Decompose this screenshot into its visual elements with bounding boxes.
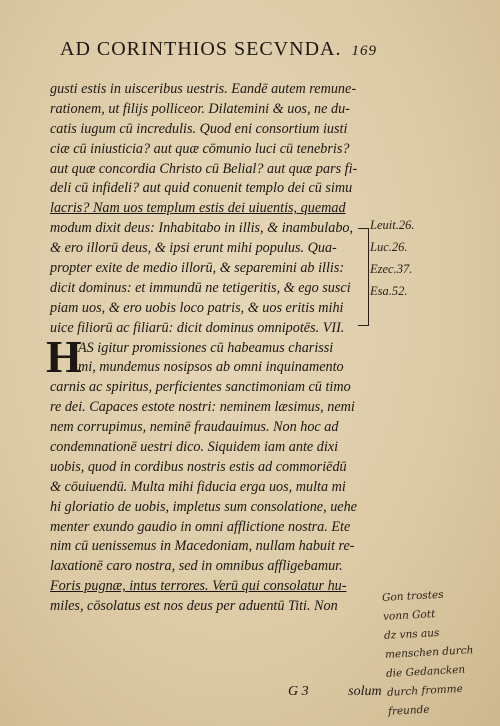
margin-note: Esa.52. <box>370 284 408 298</box>
running-header <box>60 38 480 61</box>
header-title: AD CORINTHIOS SECVNDA. <box>60 38 342 60</box>
text-line: miles, cōsolatus est nos deus per aduentū Titi. Non <box>50 598 338 615</box>
catchword: solum <box>348 684 382 699</box>
margin-references <box>370 214 480 302</box>
text-line: nim cū uenissemus in Macedoniam, nullam habuit re- <box>50 538 355 555</box>
text-line: lacris? Nam uos templum estis dei uiuentis, quemad <box>50 200 346 217</box>
handwritten-line: durch fromme <box>386 682 464 699</box>
text-line: carnis ac spiritus, perficientes sanctimoniam cū timo <box>50 379 351 396</box>
main-text-block <box>46 80 390 617</box>
text-line: condemnationē uestri dico. Siquidem iam ante dixi <box>50 439 339 456</box>
text-line: piam uos, & ero uobis loco patris, & uos eritis mihi <box>50 299 344 316</box>
drop-cap: H <box>46 330 82 382</box>
text-line: mi, mundemus nosipsos ab omni inquinamento <box>78 359 344 376</box>
text-line: hi gloriatio de uobis, impletus sum consolatione, uehe <box>50 498 357 515</box>
text-line: re dei. Capaces estote nostri: neminem læsimus, nemi <box>50 399 355 416</box>
text-line: ciæ cū iniusticia? aut quæ cōmunio luci cū tenebris? <box>50 140 350 157</box>
text-line: nem corrupimus, neminē fraudauimus. Non hoc ad <box>50 419 339 436</box>
handwritten-line: menschen durch <box>384 644 474 661</box>
margin-note: Luc.26. <box>370 240 408 254</box>
text-line: catis iugum cū incredulis. Quod eni consortium iusti <box>50 120 348 137</box>
text-line: dicit dominus: et immundū ne tetigeritis, & ego susci <box>50 279 351 296</box>
text-line: menter exundo gaudio in omni afflictione nostra. Ete <box>50 518 351 535</box>
handwritten-line: dz vns aus <box>383 627 440 642</box>
handwritten-line: die Gedancken <box>385 663 466 680</box>
text-line: Foris pugnæ, intus terrores. Verū qui consolatur hu- <box>50 578 347 595</box>
text-line: & cōuiuendū. Multa mihi fiducia erga uos, multa mi <box>50 478 346 495</box>
text-line: gusti estis in uisceribus uestris. Eandē autem remune- <box>50 81 357 97</box>
handwritten-line: freunde <box>387 703 430 718</box>
text-line: rationem, ut filijs polliceor. Dilatemini & uos, ne du- <box>50 100 350 117</box>
text-line: modum dixit deus: Inhabitabo in illis, & inambulabo, <box>50 220 354 237</box>
text-line: & ero illorū deus, & ipsi erunt mihi populus. Qua- <box>50 240 337 257</box>
text-line: uobis, quod in cordibus nostris estis ad commoriēdū <box>50 458 347 475</box>
handwritten-annotation <box>382 583 499 722</box>
margin-note: Leuit.26. <box>370 218 415 232</box>
text-line: propter exite de medio illorū, & separemini ab illis: <box>50 260 345 277</box>
text-line: laxationē caro nostra, sed in omnibus affligebamur. <box>50 558 343 575</box>
signature-mark: G 3 <box>288 684 309 699</box>
folio-number: 169 <box>351 43 377 59</box>
signature-line <box>252 684 382 700</box>
text-line: uice filiorū ac filiarū: dicit dominus omnipotēs. VII. <box>50 319 345 336</box>
margin-note: Ezec.37. <box>370 262 413 276</box>
text-line-content: AS igitur promissiones cū habeamus charissi <box>78 339 334 356</box>
text-line: deli cū infideli? aut quid conuenit templo dei cū simu <box>50 180 353 197</box>
text-line: aut quæ concordia Christo cū Belial? aut quæ pars fi- <box>50 160 358 177</box>
handwritten-line: vonn Gott <box>382 608 436 623</box>
margin-bracket <box>358 228 369 326</box>
handwritten-line: Gon trostes <box>381 588 444 604</box>
